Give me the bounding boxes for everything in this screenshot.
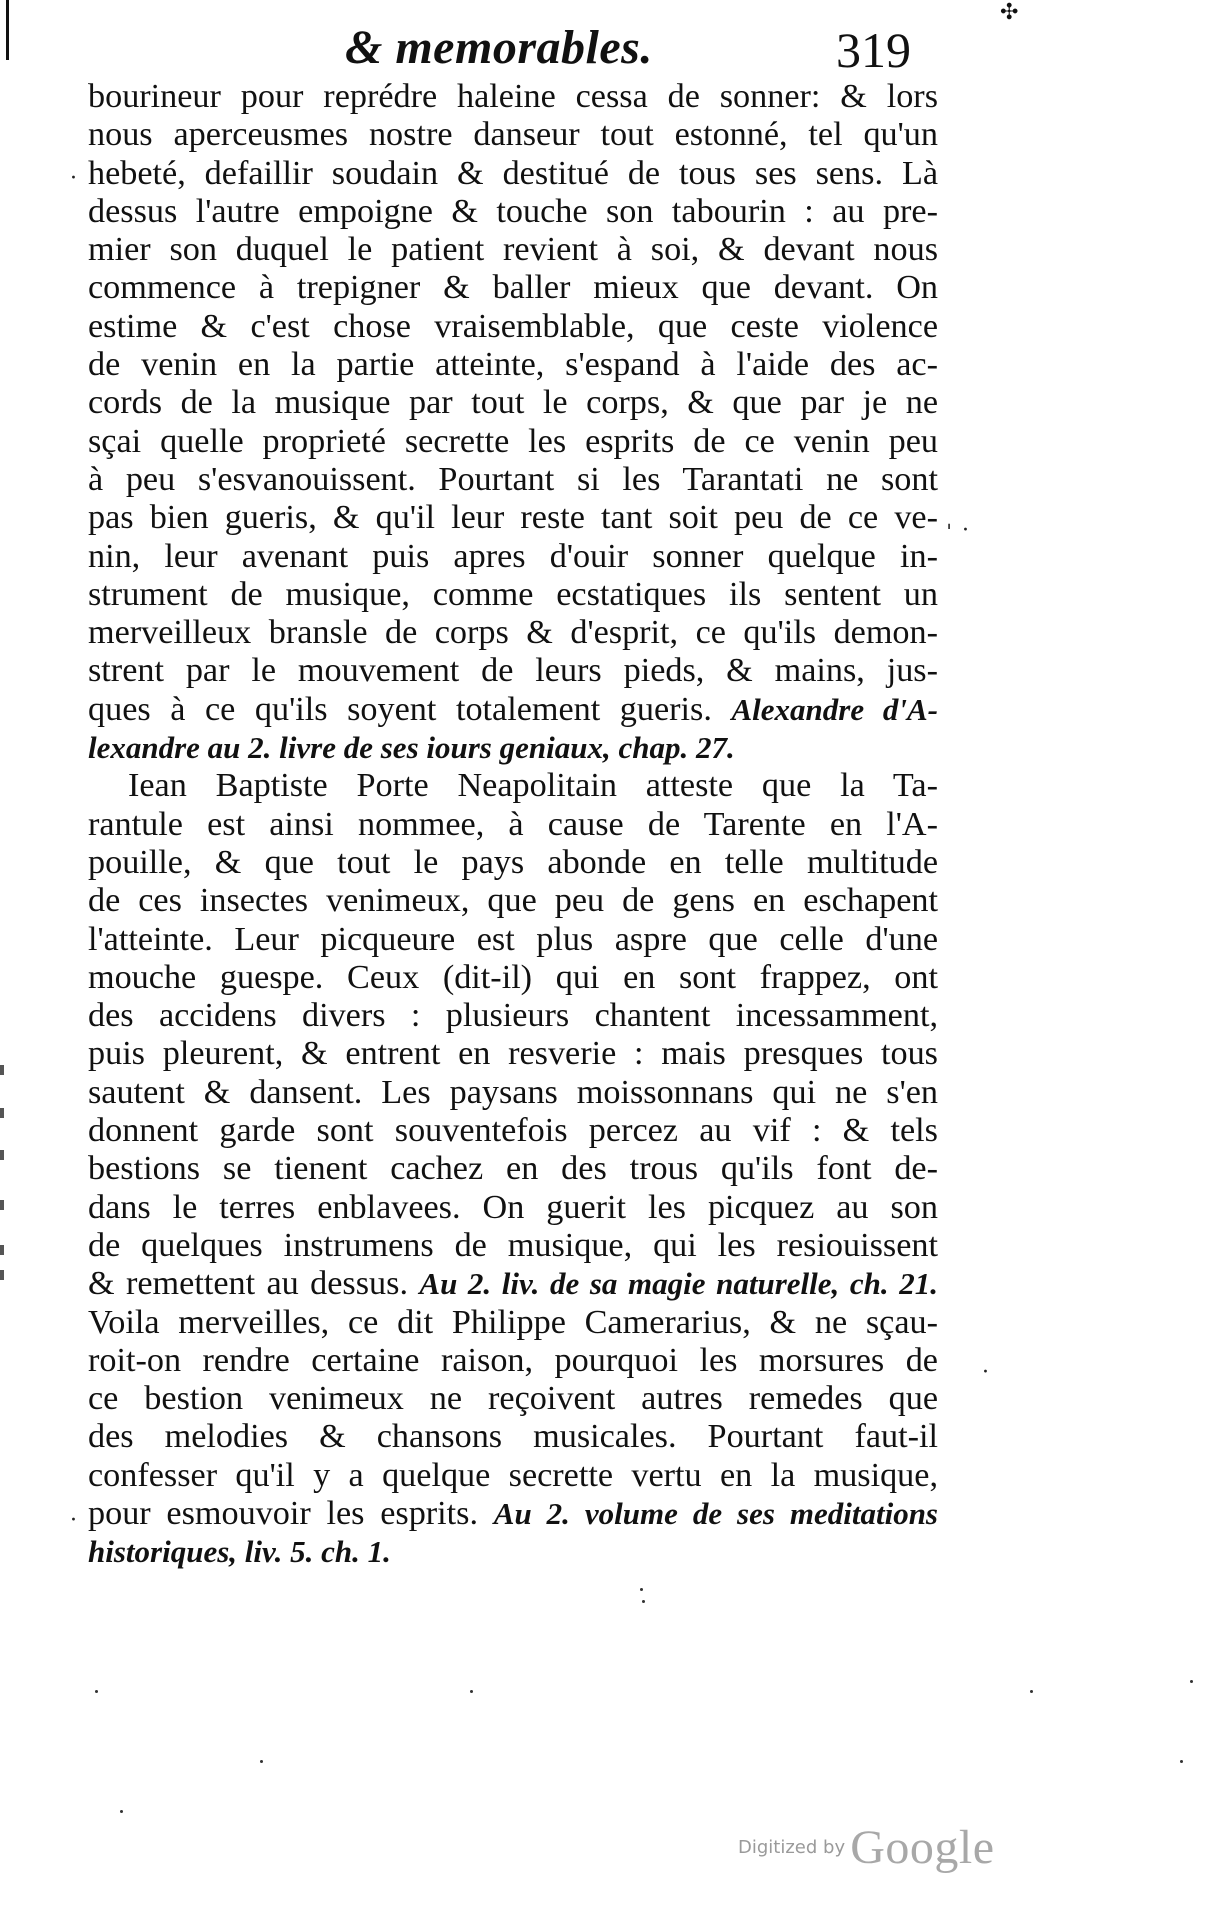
text-line: pouille, & que tout le pays abonde en telle multitude [88,843,938,881]
text-line: pas bien gueris, & qu'il leur reste tant soit peu de ce ve- [88,499,938,537]
text-line: puis pleurent, & entrent en resverie : mais presques tous [88,1035,938,1073]
margin-mark: · [70,166,77,191]
speck [120,1810,123,1813]
text-line: de quelques instrumens de musique, qui les resiouissent [88,1226,938,1264]
text-line: à peu s'esvanouissent. Pourtant si les Tarantati ne sont [88,460,938,498]
speck [1030,1690,1033,1693]
speck [640,1588,643,1591]
page-edge-mark [0,1065,4,1075]
text-line: nin, leur avenant puis apres d'ouir sonner quelque in- [88,537,938,575]
speck [95,1690,98,1693]
text-line: donnent garde sont souventefois percez au vif : & tels [88,1112,938,1150]
speck [1190,1680,1193,1683]
page-edge-mark [0,1245,4,1255]
citation: Au 2. volume de ses meditations [493,1495,938,1531]
text-line: sçai quelle proprieté secrette les esprits de ce venin peu [88,422,938,460]
watermark-label: Digitized by [738,1837,846,1858]
text-line-with-citation [88,691,938,729]
speck [1180,1760,1183,1763]
text-line: de venin en la partie atteinte, s'espand à l'aide des ac- [88,346,938,384]
digitized-watermark [738,1820,995,1875]
text-line: estime & c'est chose vraisemblable, que ceste violence [88,307,938,345]
citation: lexandre au 2. livre de ses iours geniaux, chap. 27. [88,730,735,766]
citation: historiques, liv. 5. ch. 1. [88,1534,391,1570]
text-line: l'atteinte. Leur picqueure est plus aspre que celle d'une [88,920,938,958]
text-line: bourineur pour reprédre haleine cessa de sonner: & lors [88,78,938,115]
text-line: dessus l'autre empoigne & touche son tabourin : au pre- [88,192,938,230]
text-line: nous aperceusmes nostre danseur tout estonné, tel qu'un [88,116,938,154]
text-line: cords de la musique par tout le corps, & que par je ne [88,384,938,422]
text-line: roit-on rendre certaine raison, pourquoi les morsures de [88,1341,938,1379]
page-edge-mark [0,1150,4,1160]
margin-mark: · [70,1508,77,1533]
paragraph-start: Voila merveilles, ce dit Philippe Camerarius, & ne sçau- [88,1303,938,1341]
text-line-with-citation [88,1495,938,1533]
text-line: dans le terres enblavees. On guerit les picquez au son [88,1188,938,1226]
text-line: de ces insectes venimeux, que peu de gens en eschapent [88,882,938,920]
text-line: commence à trepigner & baller mieux que devant. On [88,269,938,307]
citation: Au 2. liv. de sa magie naturelle, ch. 21. [419,1266,938,1302]
citation: Alexandre d'A- [731,691,938,727]
text-line: confesser qu'il y a quelque secrette vertu en la musique, [88,1456,938,1494]
text-line: & remettent au dessus. [88,1265,420,1303]
text-line: hebeté, defaillir soudain & destitué de tous ses sens. Là [88,154,938,192]
corner-mark: ✣ [1000,0,1019,25]
speck [470,1690,473,1693]
text-line: mier son duquel le patient revient à soi, & devant nous [88,231,938,269]
text-line: rantule est ainsi nommee, à cause de Tarente en l'A- [88,805,938,843]
text-line: merveilleux bransle de corps & d'esprit, ce qu'ils demon- [88,614,938,652]
text-line: pour esmouvoir les esprits. [88,1494,494,1532]
page-edge-rule [6,0,9,60]
text-line: ce bestion venimeux ne reçoivent autres remedes que [88,1380,938,1418]
text-line-with-citation [88,1265,938,1303]
margin-mark: · [982,1360,989,1385]
body-text [88,78,938,1572]
running-head: & memorables. [345,21,653,74]
text-line: ques à ce qu'ils soyent totalement gueris. [88,690,732,728]
paragraph-start: Iean Baptiste Porte Neapolitain atteste que la Ta- [128,767,938,805]
text-line: mouche guespe. Ceux (dit-il) qui en sont frappez, ont [88,958,938,996]
watermark-logo: Google [850,1821,995,1874]
speck [260,1760,263,1763]
text-line: des melodies & chansons musicales. Pourtant faut-il [88,1418,938,1456]
text-line: strent par le mouvement de leurs pieds, & mains, jus- [88,652,938,690]
margin-mark: · [962,518,969,543]
page-number: 319 [836,22,911,78]
citation-line [88,729,938,767]
page-edge-mark [0,1108,4,1118]
text-line: sautent & dansent. Les paysans moissonnans qui ne s'en [88,1073,938,1111]
page-edge-mark [0,1270,4,1280]
text-line: strument de musique, comme ecstatiques ils sentent un [88,575,938,613]
text-line: des accidens divers : plusieurs chantent incessamment, [88,997,938,1035]
page-edge-mark [0,1200,4,1210]
margin-mark: ˈ [946,522,953,547]
speck [642,1600,645,1603]
text-line: bestions se tienent cachez en des trous qu'ils font de- [88,1150,938,1188]
citation-line [88,1533,938,1571]
